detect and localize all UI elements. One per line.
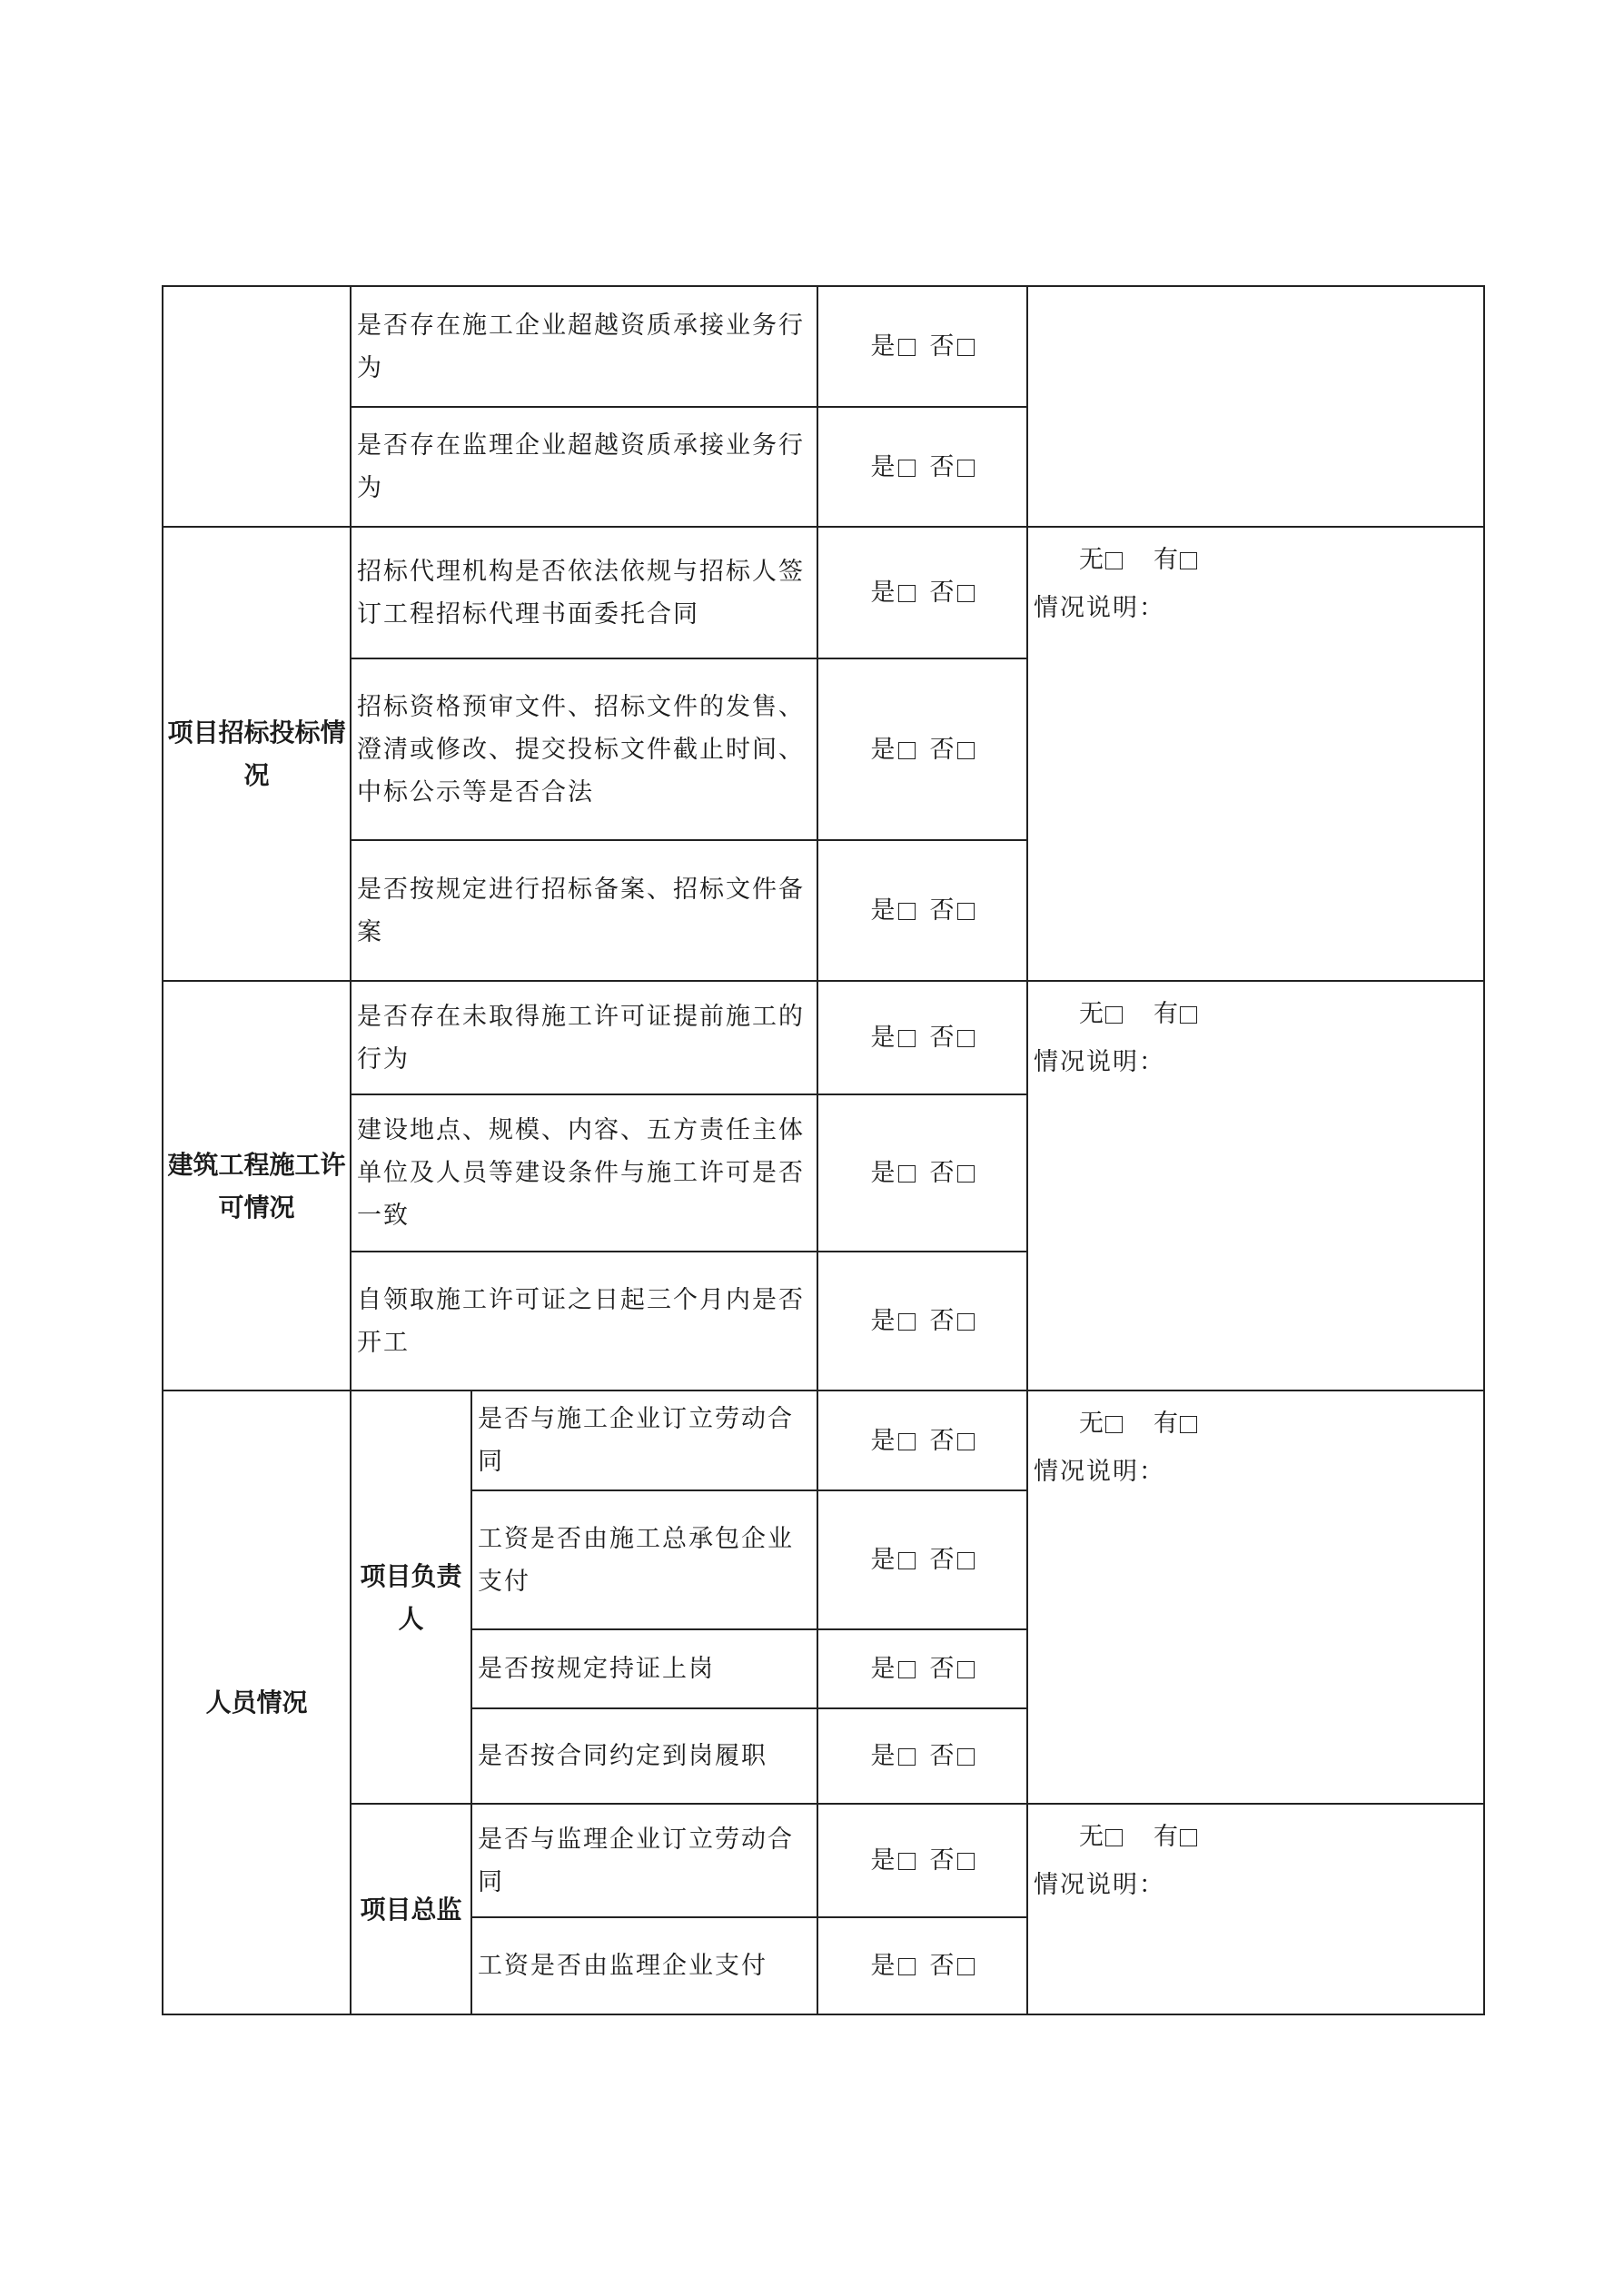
checkbox[interactable] <box>898 1552 916 1569</box>
no-option[interactable]: 否 <box>930 1152 975 1194</box>
checkbox[interactable] <box>1180 552 1197 569</box>
checkbox[interactable] <box>1105 1006 1123 1024</box>
yes-no-check <box>817 286 1027 407</box>
yes-no-check <box>817 1708 1027 1804</box>
inspection-table <box>162 285 1485 2015</box>
yes-option[interactable]: 是 <box>871 325 916 368</box>
yes-no-check <box>817 1804 1027 1917</box>
no-option[interactable]: 否 <box>930 1945 975 1987</box>
yes-option[interactable]: 是 <box>871 1152 916 1194</box>
checkbox[interactable] <box>898 1165 916 1183</box>
no-option[interactable]: 否 <box>930 1539 975 1581</box>
checkbox[interactable] <box>898 903 916 920</box>
yes-option[interactable]: 是 <box>871 1945 916 1987</box>
checkbox[interactable] <box>898 339 916 356</box>
yes-no-check <box>817 658 1027 840</box>
checkbox[interactable] <box>1105 552 1123 569</box>
has-option[interactable]: 有 <box>1154 539 1197 582</box>
has-option[interactable]: 有 <box>1154 1402 1197 1446</box>
no-option[interactable]: 否 <box>930 728 975 771</box>
yes-option[interactable]: 是 <box>871 1735 916 1777</box>
no-option[interactable]: 否 <box>930 1300 975 1342</box>
category-permit: 建筑工程施工许可情况 <box>163 981 351 1390</box>
checkbox[interactable] <box>1180 1416 1197 1433</box>
checkbox[interactable] <box>898 1853 916 1870</box>
checkbox[interactable] <box>1180 1006 1197 1024</box>
item-construction-before-permit: 是否存在未取得施工许可证提前施工的行为 <box>351 981 817 1094</box>
checkbox[interactable] <box>957 1958 975 1975</box>
yes-option[interactable]: 是 <box>871 1839 916 1882</box>
yes-no-check <box>817 1629 1027 1708</box>
item-pm-certified: 是否按规定持证上岗 <box>471 1629 817 1708</box>
no-option[interactable]: 否 <box>930 1735 975 1777</box>
checkbox[interactable] <box>957 1661 975 1678</box>
none-option[interactable]: 无 <box>1079 1816 1123 1859</box>
note-cell <box>1027 1390 1484 1804</box>
yes-no-check <box>817 527 1027 658</box>
note-cell <box>1027 527 1484 981</box>
item-contractor-over-qualification: 是否存在施工企业超越资质承接业务行为 <box>351 286 817 407</box>
category-personnel: 人员情况 <box>163 1390 351 2014</box>
checkbox[interactable] <box>898 1958 916 1975</box>
checkbox[interactable] <box>898 460 916 477</box>
note-label: 情况说明： <box>1034 594 1165 622</box>
checkbox[interactable] <box>898 1313 916 1331</box>
item-agency-contract: 招标代理机构是否依法依规与招标人签订工程招标代理书面委托合同 <box>351 527 817 658</box>
none-option[interactable]: 无 <box>1079 993 1123 1036</box>
none-option[interactable]: 无 <box>1079 1402 1123 1446</box>
yes-option[interactable]: 是 <box>871 1300 916 1342</box>
yes-no-check <box>817 1917 1027 2014</box>
checkbox[interactable] <box>957 460 975 477</box>
note-label: 情况说明： <box>1034 1458 1165 1486</box>
checkbox[interactable] <box>1105 1829 1123 1846</box>
no-option[interactable]: 否 <box>930 571 975 614</box>
note-cell <box>1027 1804 1484 2014</box>
checkbox[interactable] <box>898 742 916 759</box>
no-option[interactable]: 否 <box>930 889 975 932</box>
yes-option[interactable]: 是 <box>871 1016 916 1059</box>
checkbox[interactable] <box>898 1748 916 1766</box>
note-label: 情况说明： <box>1034 1048 1165 1076</box>
subcategory-project-manager: 项目负责人 <box>351 1390 471 1804</box>
checkbox[interactable] <box>957 1748 975 1766</box>
item-supervisor-over-qualification: 是否存在监理企业超越资质承接业务行为 <box>351 407 817 527</box>
checkbox[interactable] <box>1180 1829 1197 1846</box>
note-cell <box>1027 981 1484 1390</box>
item-bidding-filing: 是否按规定进行招标备案、招标文件备案 <box>351 840 817 981</box>
checkbox[interactable] <box>898 1661 916 1678</box>
category-bidding: 项目招标投标情况 <box>163 527 351 981</box>
item-pm-labor-contract: 是否与施工企业订立劳动合同 <box>471 1390 817 1490</box>
none-option[interactable]: 无 <box>1079 539 1123 582</box>
yes-option[interactable]: 是 <box>871 889 916 932</box>
item-start-within-three-months: 自领取施工许可证之日起三个月内是否开工 <box>351 1252 817 1390</box>
item-permit-consistency: 建设地点、规模、内容、五方责任主体单位及人员等建设条件与施工许可是否一致 <box>351 1094 817 1252</box>
no-option[interactable]: 否 <box>930 1420 975 1462</box>
item-bidding-documents: 招标资格预审文件、招标文件的发售、澄清或修改、提交投标文件截止时间、中标公示等是否合法 <box>351 658 817 840</box>
yes-no-check <box>817 1094 1027 1252</box>
checkbox[interactable] <box>957 903 975 920</box>
checkbox[interactable] <box>957 1030 975 1047</box>
yes-option[interactable]: 是 <box>871 1539 916 1581</box>
yes-option[interactable]: 是 <box>871 728 916 771</box>
item-cs-salary: 工资是否由监理企业支付 <box>471 1917 817 2014</box>
has-option[interactable]: 有 <box>1154 1816 1197 1859</box>
checkbox[interactable] <box>957 742 975 759</box>
yes-option[interactable]: 是 <box>871 571 916 614</box>
note-cell-empty <box>1027 286 1484 527</box>
yes-option[interactable]: 是 <box>871 446 916 489</box>
no-option[interactable]: 否 <box>930 325 975 368</box>
item-pm-salary: 工资是否由施工总承包企业支付 <box>471 1490 817 1629</box>
yes-no-check <box>817 981 1027 1094</box>
checkbox[interactable] <box>1105 1416 1123 1433</box>
checkbox[interactable] <box>957 1853 975 1870</box>
no-option[interactable]: 否 <box>930 1839 975 1882</box>
no-option[interactable]: 否 <box>930 446 975 489</box>
checkbox[interactable] <box>957 1433 975 1450</box>
yes-no-check <box>817 1490 1027 1629</box>
no-option[interactable]: 否 <box>930 1648 975 1690</box>
yes-no-check <box>817 840 1027 981</box>
checkbox[interactable] <box>957 1165 975 1183</box>
checkbox[interactable] <box>957 1552 975 1569</box>
checkbox[interactable] <box>898 585 916 602</box>
yes-no-check <box>817 407 1027 527</box>
yes-no-check <box>817 1252 1027 1390</box>
checkbox[interactable] <box>898 1433 916 1450</box>
yes-no-check <box>817 1390 1027 1490</box>
item-cs-labor-contract: 是否与监理企业订立劳动合同 <box>471 1804 817 1917</box>
no-option[interactable]: 否 <box>930 1016 975 1059</box>
checkbox[interactable] <box>957 585 975 602</box>
checkbox[interactable] <box>957 1313 975 1331</box>
subcategory-chief-supervisor: 项目总监 <box>351 1804 471 2014</box>
yes-option[interactable]: 是 <box>871 1648 916 1690</box>
has-option[interactable]: 有 <box>1154 993 1197 1036</box>
yes-option[interactable]: 是 <box>871 1420 916 1462</box>
item-pm-on-duty: 是否按合同约定到岗履职 <box>471 1708 817 1804</box>
category-cell-empty <box>163 286 351 527</box>
checkbox[interactable] <box>898 1030 916 1047</box>
checkbox[interactable] <box>957 339 975 356</box>
note-label: 情况说明： <box>1034 1871 1165 1899</box>
